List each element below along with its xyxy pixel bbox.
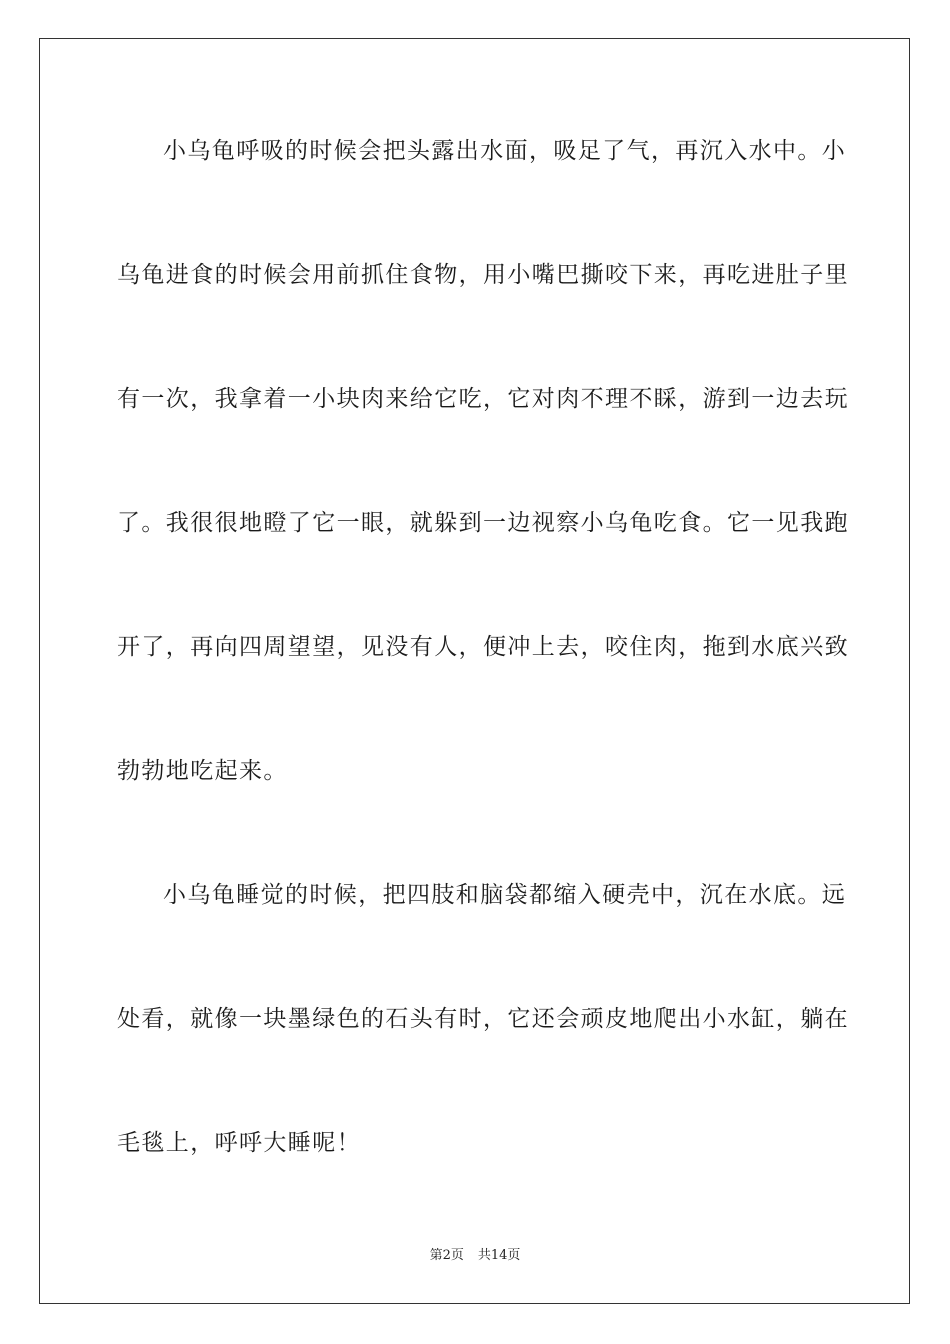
paragraph-line: 毛毯上，呼呼大睡呢！ (117, 1130, 361, 1156)
page-footer (0, 1247, 950, 1265)
page-total: 共14页 (477, 1248, 521, 1263)
paragraph-line: 小乌龟呼吸的时候会把头露出水面，吸足了气，再沉入水中。小 (163, 138, 847, 164)
paragraph-line: 开了，再向四周望望，见没有人，便冲上去，咬住肉，拖到水底兴致 (117, 634, 849, 660)
page-border (39, 38, 910, 1304)
paragraph-line: 有一次，我拿着一小块肉来给它吃，它对肉不理不睬，游到一边去玩 (117, 386, 849, 412)
paragraph-line: 了。我很很地瞪了它一眼，就躲到一边视察小乌龟吃食。它一见我跑 (117, 510, 849, 536)
paragraph-line: 勃勃地吃起来。 (117, 758, 288, 784)
paragraph-line: 小乌龟睡觉的时候，把四肢和脑袋都缩入硬壳中，沉在水底。远 (163, 882, 847, 908)
page-number: 第2页 (429, 1248, 464, 1263)
paragraph-line: 处看，就像一块墨绿色的石头有时，它还会顽皮地爬出小水缸，躺在 (117, 1006, 849, 1032)
paragraph-line: 乌龟进食的时候会用前抓住食物，用小嘴巴撕咬下来，再吃进肚子里 (117, 262, 849, 288)
